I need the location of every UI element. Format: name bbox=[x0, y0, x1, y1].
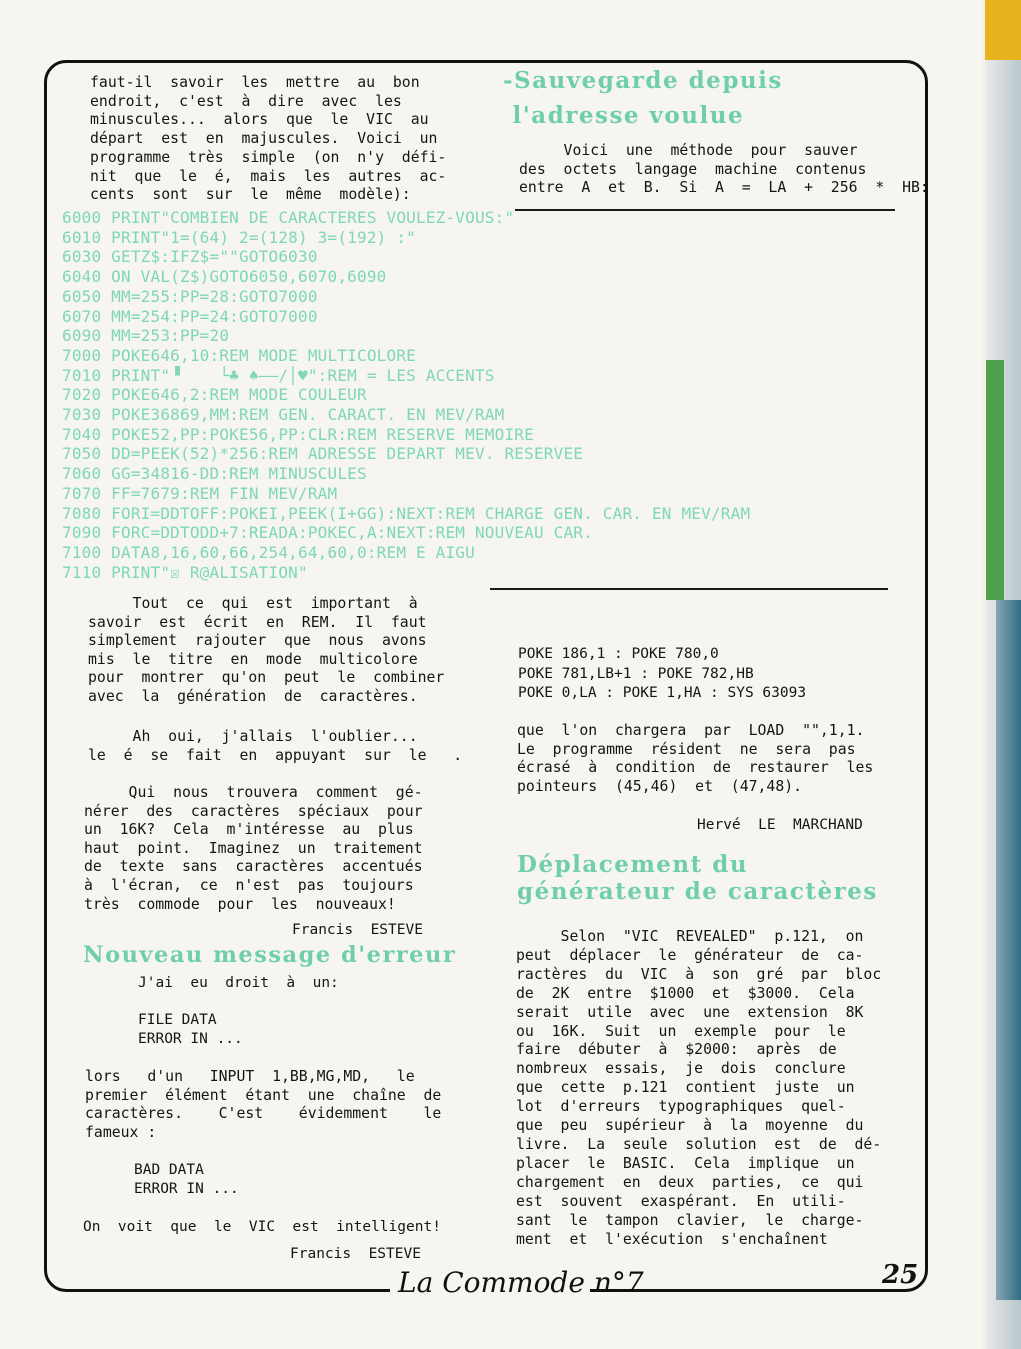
listing-line: 6090 MM=253:PP=20 bbox=[62, 326, 230, 346]
divider-listing-end bbox=[490, 588, 888, 590]
listing-line: 6050 MM=255:PP=28:GOTO7000 bbox=[62, 286, 318, 306]
adjacent-page-edge-yellow bbox=[985, 0, 1021, 60]
listing-line: 7090 FORC=DDTODD+7:READA:POKEC,A:NEXT:REM NOUVEAU CAR. bbox=[62, 523, 593, 543]
listing-line: 6040 ON VAL(Z$)GOTO6050,6070,6090 bbox=[62, 267, 387, 287]
listing-line: 7050 DD=PEEK(52)*256:REM ADRESSE DEPART MEV. RESERVEE bbox=[62, 444, 584, 464]
listing-line: 7000 POKE646,10:REM MODE MULTICOLORE bbox=[62, 345, 416, 365]
error-intro: J'ai eu droit à un: bbox=[138, 975, 339, 991]
error-code-bad-data: BAD DATA ERROR IN ... bbox=[134, 1162, 239, 1197]
listing-line: 6030 GETZ$:IFZ$=""GOTO6030 bbox=[62, 247, 318, 267]
sauvegarde-paragraph: Voici une méthode pour sauver des octets langage machine contenus entre A et B. Si A = LA + 256 * HB: bbox=[519, 142, 929, 196]
input-paragraph: lors d'un INPUT 1,BB,MG,MD, le premier élément étant une chaîne de caractères. C'est évidemment le fameux : bbox=[85, 1068, 442, 1141]
poke-code: POKE 186,1 : POKE 780,0 POKE 781,LB+1 : POKE 782,HB POKE 0,LA : POKE 1,HA : SYS 63093 bbox=[518, 646, 807, 701]
listing-line: 6000 PRINT"COMBIEN DE CARACTERES VOULEZ-VOUS:" bbox=[62, 208, 515, 227]
listing-line: 7060 GG=34816-DD:REM MINUSCULES bbox=[62, 464, 367, 484]
listing-line: 7020 POKE646,2:REM MODE COULEUR bbox=[62, 385, 367, 405]
page-number: 25 bbox=[882, 1260, 919, 1290]
listing-line: 7080 FORI=DDTOFF:POKEI,PEEK(I+GG):NEXT:REM CHARGE GEN. CAR. EN MEV/RAM bbox=[62, 503, 751, 523]
footer-signature: La Commode n°7 bbox=[398, 1266, 644, 1299]
heading-sauvegarde: -Sauvegarde depuis l'adresse voulue bbox=[503, 67, 783, 129]
listing-line: 7110 PRINT"☒ R@ALISATION" bbox=[62, 562, 308, 582]
error-code-file-data: FILE DATA ERROR IN ... bbox=[138, 1012, 243, 1047]
adjacent-page-edge-blue bbox=[996, 600, 1021, 1300]
heading-deplacement: Déplacement du générateur de caractères bbox=[517, 851, 878, 905]
listing-line: 6070 MM=254:PP=24:GOTO7000 bbox=[62, 306, 318, 326]
author-signature: Francis ESTEVE bbox=[292, 922, 423, 938]
listing-line: 7030 POKE36869,MM:REM GEN. CARACT. EN MEV/RAM bbox=[62, 405, 505, 425]
load-paragraph: que l'on chargera par LOAD "",1,1. Le programme résident ne sera pas écrasé à condition de restaurer les pointeurs (45,46) et (47,48). bbox=[517, 722, 874, 795]
accent-paragraph: Ah oui, j'allais l'oublier... le é se fait en appuyant sur le . bbox=[88, 728, 463, 764]
basic-listing bbox=[62, 208, 750, 582]
deplacement-paragraph: Selon "VIC REVEALED" p.121, on peut déplacer le générateur de ca- ractères du VIC à son gré par bloc de 2K entre $1000 et $3000. Cela serait utile avec une extension 8K ou 16K. Suit un exemple pour le faire débuter à $2000: après de nombreux essais, je dois conclure que cette p.121 contient juste un lot d'erreurs typographiques quel- que peu supérieur à la moyenne du livre. La seule solution est de dé- placer le BASIC. Cela implique un chargement en deux parties, ce qui est souvent exaspérant. En utili- sant le tampon clavier, le charge- ment et l'exécution s'enchaînent bbox=[516, 928, 882, 1248]
rem-paragraph: Tout ce qui est important à savoir est écrit en REM. Il faut simplement rajouter que nous avons mis le titre en mode multicolore pour montrer qu'on peut le combiner avec la génération de caractères. bbox=[88, 595, 445, 705]
listing-line: 7100 DATA8,16,60,66,254,64,60,0:REM E AIGU bbox=[62, 542, 475, 562]
intro-paragraph: faut-il savoir les mettre au bon endroit, c'est à dire avec les minuscules... alors que le VIC au départ est en majuscules. Voici un programme très simple (on n'y défi- nit que le é, mais les autres ac- cents sont sur le même modèle): bbox=[90, 74, 447, 204]
listing-line: 7010 PRINT"▝ └♣ ♠——∕│♥":REM = LES ACCENTS bbox=[62, 365, 495, 385]
question-paragraph: Qui nous trouvera comment gé- nérer des caractères spéciaux pour un 16K? Cela m'intéresse au plus haut point. Imaginez un traitement de texte sans caractères accentués à l'écran, ce n'est pas toujours très commode pour les nouveaux! bbox=[84, 784, 423, 913]
conclusion-line: On voit que le VIC est intelligent! bbox=[83, 1219, 441, 1235]
heading-nouveau-message: Nouveau message d'erreur bbox=[83, 942, 457, 968]
listing-line: 7070 FF=7679:REM FIN MEV/RAM bbox=[62, 483, 338, 503]
adjacent-page-edge-green bbox=[986, 360, 1004, 600]
listing-line: 6010 PRINT"1=(64) 2=(128) 3=(192) :" bbox=[62, 227, 416, 247]
listing-line: 7040 POKE52,PP:POKE56,PP:CLR:REM RESERVE MEMOIRE bbox=[62, 424, 534, 444]
author-signature: Hervé LE MARCHAND bbox=[697, 817, 863, 833]
author-signature: Francis ESTEVE bbox=[290, 1246, 421, 1262]
